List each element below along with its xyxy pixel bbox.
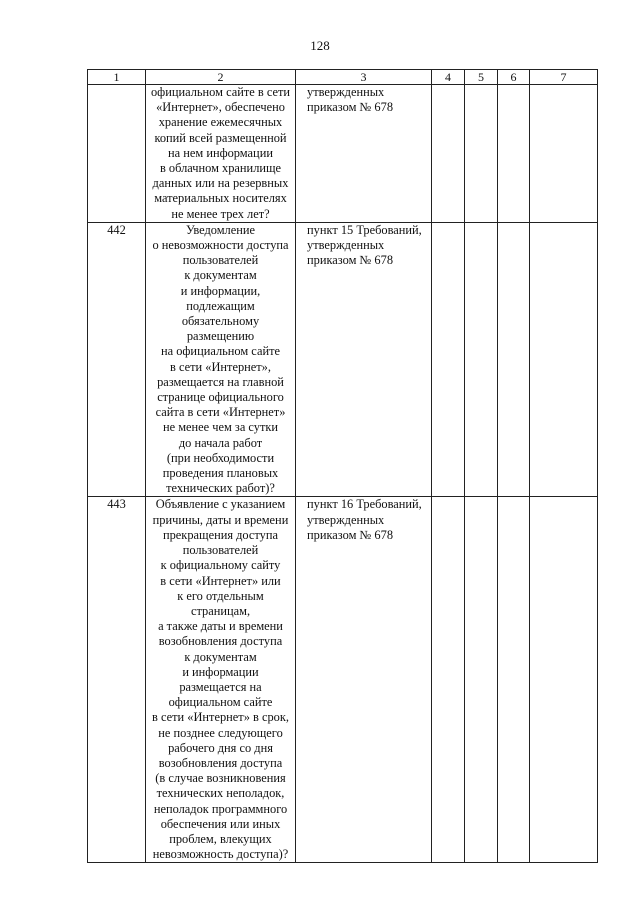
row-number-cell <box>88 85 146 223</box>
question-line: а также даты и времени <box>158 619 283 634</box>
requirement-cell <box>296 497 432 863</box>
question-line: и информации <box>182 664 259 679</box>
checklist-table <box>87 69 598 863</box>
question-line: официальном сайте в сети <box>150 85 291 99</box>
question-line: Уведомление <box>185 222 256 237</box>
question-line: материальных носителях <box>154 191 287 206</box>
page-number: 128 <box>310 38 330 53</box>
question-line: данных или на резервных <box>152 176 289 191</box>
requirement-cell <box>296 222 432 497</box>
question-line: к документам <box>184 649 257 664</box>
question-line: (в случае возникновения <box>155 771 286 786</box>
question-line: копий всей размещенной <box>154 130 287 145</box>
empty-cell-col7 <box>530 85 598 223</box>
empty-cell-col6 <box>498 85 530 223</box>
question-line: на нем информации <box>168 145 273 160</box>
question-line: размещается на главной <box>157 374 284 389</box>
question-line: прекращения доступа <box>162 527 279 542</box>
question-line: странице официального <box>157 390 284 405</box>
row-number-cell: 442 <box>88 222 146 497</box>
question-line: хранение ежемесячных <box>158 115 283 130</box>
question-line: обязательному <box>181 314 260 329</box>
question-line: подлежащим <box>186 298 255 313</box>
column-header-3: 3 <box>296 70 432 85</box>
requirement-line: приказом № 678 <box>307 253 394 268</box>
question-line: проведения плановых <box>162 466 279 481</box>
empty-cell-col5 <box>465 85 498 223</box>
question-line: в сети «Интернет», <box>170 359 271 374</box>
question-line: страницам, <box>190 603 251 618</box>
question-line: возобновления доступа <box>158 634 283 649</box>
question-line: в сети «Интернет» в срок, <box>152 710 289 725</box>
question-line: к его отдельным <box>177 588 264 603</box>
table-row <box>88 85 598 223</box>
empty-cell-col4 <box>432 222 465 497</box>
question-cell <box>146 497 296 863</box>
requirement-line: пункт 15 Требований, <box>307 222 422 237</box>
header-row <box>88 70 598 85</box>
requirement-line: утвержденных <box>307 238 385 253</box>
question-line: технических неполадок, <box>156 786 285 801</box>
question-line: до начала работ <box>178 435 263 450</box>
empty-cell-col5 <box>465 497 498 863</box>
question-line: не менее чем за сутки <box>162 420 279 435</box>
question-line: (при необходимости <box>166 450 275 465</box>
question-line: «Интернет», обеспечено <box>156 100 285 115</box>
question-line: невозможность доступа)? <box>152 847 289 862</box>
question-line: не менее трех лет? <box>171 206 270 221</box>
table-row <box>88 497 598 863</box>
question-line: размещению <box>186 329 255 344</box>
column-header-5: 5 <box>465 70 498 85</box>
column-header-7: 7 <box>530 70 598 85</box>
requirement-line: приказом № 678 <box>307 527 394 542</box>
empty-cell-col5 <box>465 222 498 497</box>
question-line: сайта в сети «Интернет» <box>155 405 286 420</box>
table-row <box>88 222 598 497</box>
question-line: обеспечения или иных <box>160 816 281 831</box>
question-line: к официальному сайту <box>160 558 281 573</box>
column-header-4: 4 <box>432 70 465 85</box>
question-line: в сети «Интернет» или <box>160 573 281 588</box>
requirement-cell <box>296 85 432 223</box>
question-line: в облачном хранилище <box>159 161 282 176</box>
question-line: причины, даты и времени <box>152 512 289 527</box>
question-cell <box>146 222 296 497</box>
empty-cell-col6 <box>498 497 530 863</box>
question-line: проблем, влекущих <box>169 831 272 846</box>
requirement-line: утвержденных <box>307 85 385 99</box>
question-line: неполадок программного <box>153 801 288 816</box>
column-header-1: 1 <box>88 70 146 85</box>
empty-cell-col7 <box>530 222 598 497</box>
question-line: о невозможности доступа <box>152 238 289 253</box>
question-line: не позднее следующего <box>158 725 283 740</box>
column-header-2: 2 <box>146 70 296 85</box>
question-line: официальном сайте <box>168 695 273 710</box>
column-header-6: 6 <box>498 70 530 85</box>
empty-cell-col6 <box>498 222 530 497</box>
requirement-line: приказом № 678 <box>307 100 394 115</box>
row-number-cell: 443 <box>88 497 146 863</box>
question-line: рабочего дня со дня <box>168 740 273 755</box>
question-line: к документам <box>184 268 257 283</box>
question-line: и информации, <box>180 283 261 298</box>
question-line: Объявление с указанием <box>155 497 286 512</box>
question-line: размещается на <box>179 679 262 694</box>
question-line: технических работ)? <box>166 481 275 496</box>
empty-cell-col7 <box>530 497 598 863</box>
empty-cell-col4 <box>432 85 465 223</box>
requirement-line: пункт 16 Требований, <box>307 497 422 512</box>
question-line: пользователей <box>182 543 259 558</box>
question-line: возобновления доступа <box>158 755 283 770</box>
question-line: пользователей <box>182 253 259 268</box>
question-line: на официальном сайте <box>160 344 280 359</box>
requirement-line: утвержденных <box>307 512 385 527</box>
empty-cell-col4 <box>432 497 465 863</box>
question-cell <box>146 85 296 223</box>
